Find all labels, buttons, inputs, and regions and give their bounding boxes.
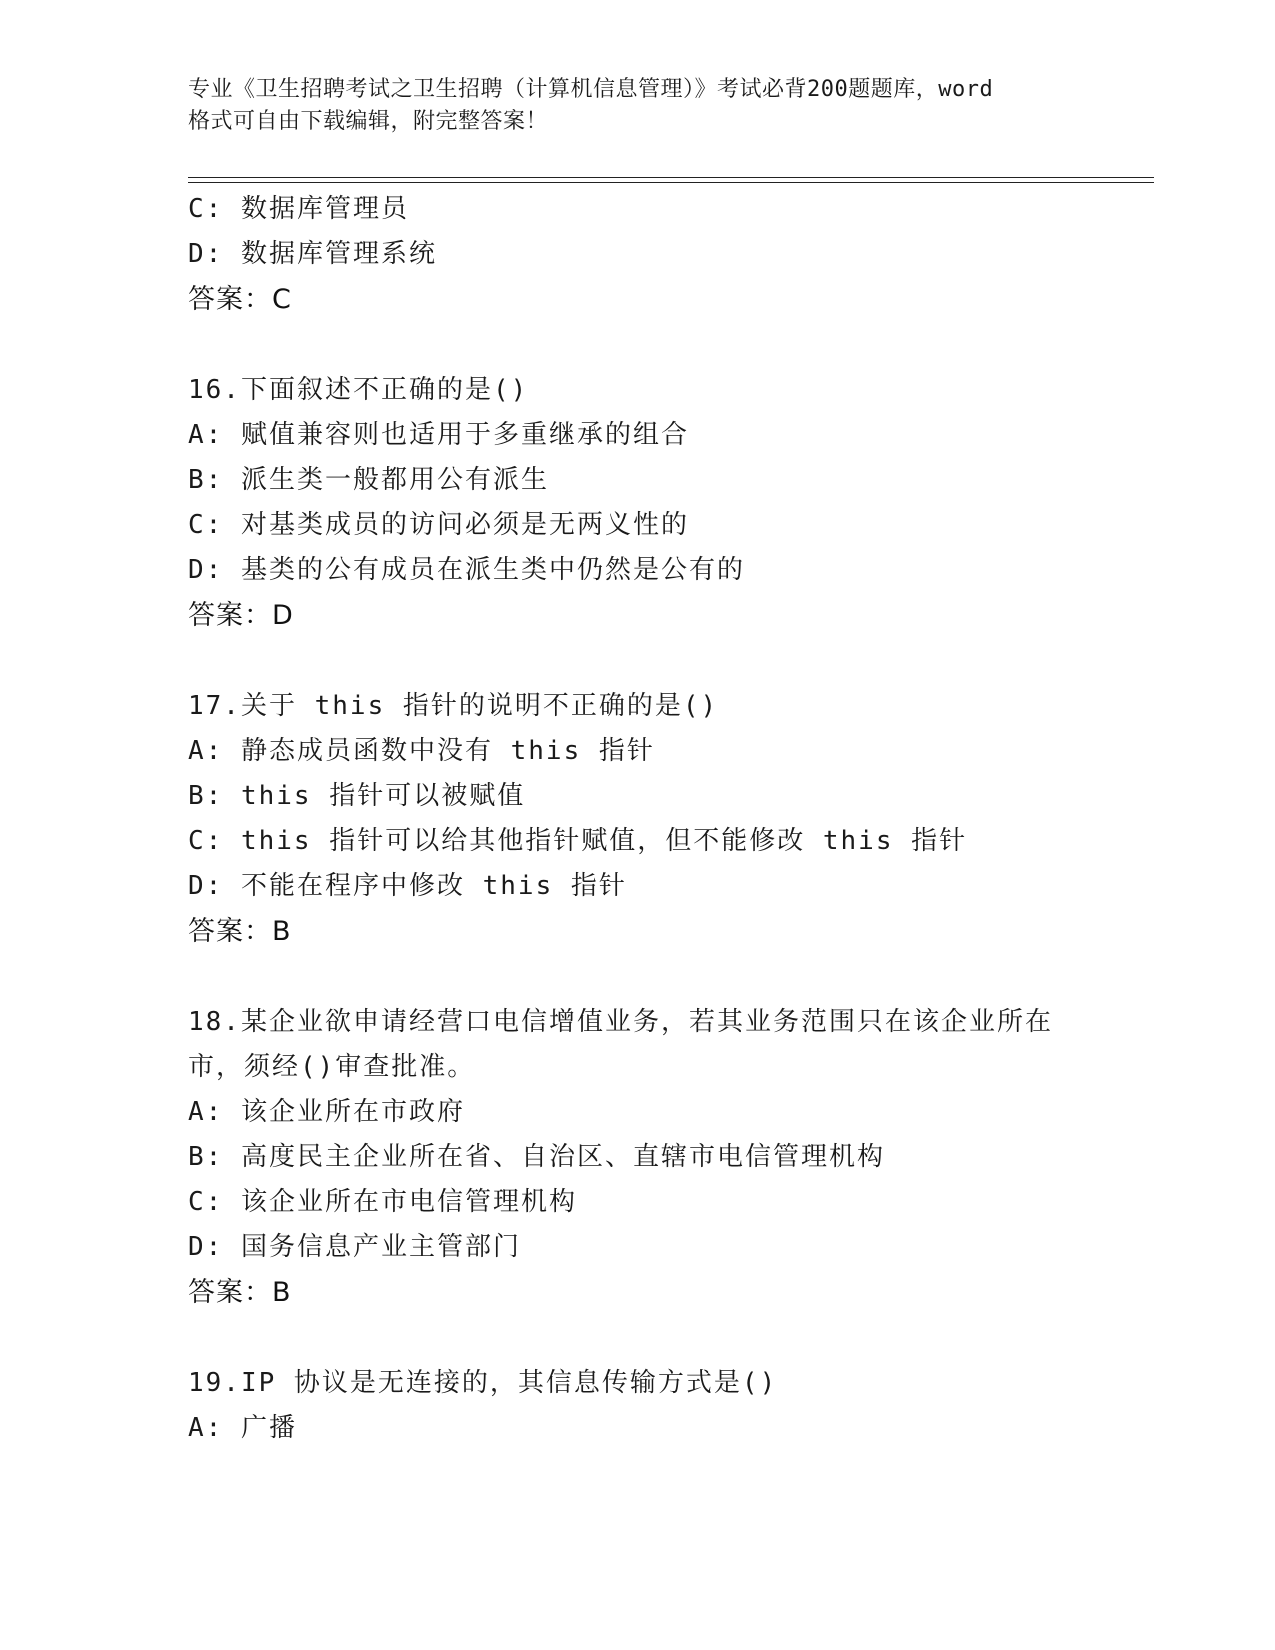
option-b: B: 派生类一般都用公有派生 [188,465,549,495]
option-a: A: 广播 [188,1413,297,1443]
header-divider-bottom [188,182,1154,183]
spacer [188,638,1148,684]
answer-label: 答案：B [188,916,292,947]
option-d: D: 基类的公有成员在派生类中仍然是公有的 [188,555,745,585]
option-a: A: 赋值兼容则也适用于多重继承的组合 [188,420,689,450]
answer-label: 答案：B [188,1277,292,1308]
option-d: D: 国务信息产业主管部门 [188,1232,521,1262]
answer-label: 答案：D [188,600,294,631]
document-header [188,74,1088,138]
spacer [188,322,1148,368]
option-c: C: 对基类成员的访问必须是无两义性的 [188,510,689,540]
header-title-line-1: 专业《卫生招聘考试之卫生招聘（计算机信息管理）》考试必背200题题库，word [188,77,994,102]
spacer [188,1315,1148,1361]
option-b: B: this 指针可以被赋值 [188,781,526,811]
question-stem [188,1000,1148,1090]
question-18 [188,1000,1148,1315]
option-c: C: 该企业所在市电信管理机构 [188,1187,577,1217]
question-stem-line: 16.下面叙述不正确的是() [188,375,529,405]
option-c: C: 数据库管理员 [188,194,409,224]
question-19 [188,1361,1148,1451]
option-a: A: 该企业所在市政府 [188,1097,465,1127]
question-stem-line: 19.IP 协议是无连接的，其信息传输方式是() [188,1368,778,1398]
option-a: A: 静态成员函数中没有 this 指针 [188,736,655,766]
option-c: C: this 指针可以给其他指针赋值，但不能修改 this 指针 [188,826,968,856]
question-list [188,187,1148,1451]
question-stem [188,1361,1148,1406]
header-title-line-2: 格式可自由下载编辑，附完整答案！ [188,109,549,134]
question-stem [188,368,1148,413]
question-stem-line: 市，须经()审查批准。 [188,1052,476,1082]
question-16 [188,368,1148,638]
spacer [188,954,1148,1000]
question-stem [188,684,1148,729]
option-d: D: 不能在程序中修改 this 指针 [188,871,627,901]
answer-label: 答案：C [188,284,292,315]
header-divider-top [188,177,1154,178]
option-b: B: 高度民主企业所在省、自治区、直辖市电信管理机构 [188,1142,885,1172]
question-15-tail [188,187,1148,322]
question-stem-line: 18.某企业欲申请经营口电信增值业务，若其业务范围只在该企业所在 [188,1007,1053,1037]
question-stem-line: 17.关于 this 指针的说明不正确的是() [188,691,719,721]
option-d: D: 数据库管理系统 [188,239,437,269]
question-17 [188,684,1148,954]
